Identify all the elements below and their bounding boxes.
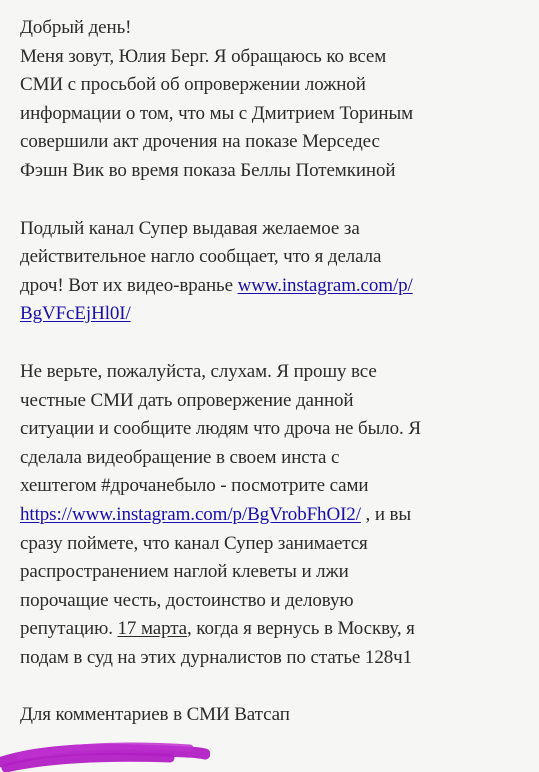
paragraph-gap [20, 329, 525, 358]
paragraph-gap [20, 186, 525, 215]
intro-line: Фэшн Вик во время показа Беллы Потемкиной [20, 159, 396, 181]
request-line: подам в суд на этих дурналистов по статье 128ч1 [20, 646, 412, 668]
intro-line: информации о том, что мы с Дмитрием Ториным [20, 102, 414, 124]
instagram-link-1-continued[interactable]: BgVFcEjHl0I/ [20, 303, 131, 325]
request-text: репутацию. [20, 618, 118, 640]
request-line: сразу поймете, что канал Супер занимается [20, 532, 368, 554]
redaction-scribble [0, 738, 210, 772]
request-line: честные СМИ дать опровержение данной [20, 389, 354, 411]
paragraph-intro [20, 43, 525, 186]
accusation-line [20, 300, 525, 329]
intro-line: СМИ с просьбой об опровержении ложной [20, 74, 366, 96]
request-line: Не верьте, пожалуйста, слухам. Я прошу все [20, 360, 377, 382]
paragraph-gap [20, 672, 525, 701]
greeting [20, 14, 525, 43]
request-text: , когда я вернусь в Москву, я [187, 618, 415, 640]
intro-line: совершили акт дрочения на показе Мерседес [20, 131, 380, 153]
intro-line: Меня зовут, Юлия Берг. Я обращаюсь ко всем [20, 45, 387, 67]
accusation-line [20, 272, 525, 301]
request-text: , и вы [360, 503, 412, 525]
greeting-text: Добрый день! [20, 17, 132, 38]
instagram-link-1[interactable]: www.instagram.com/p/ [237, 274, 413, 296]
accusation-line: действительное нагло сообщает, что я делала [20, 246, 382, 268]
contact-line: Для комментариев в СМИ Ватсап [20, 704, 290, 726]
request-line: ситуации и сообщите людям что дроча не было. Я [20, 418, 421, 440]
email-body [20, 14, 525, 730]
request-line: хештегом #дрочанебыло - посмотрите сами [20, 475, 369, 497]
accusation-text: дроч! Вот их видео-вранье [20, 274, 238, 296]
paragraph-contact [20, 701, 525, 730]
request-line [20, 501, 525, 530]
date-text: 17 марта [117, 618, 187, 640]
accusation-line: Подлый канал Супер выдавая желаемое за [20, 217, 360, 239]
request-line: распространением наглой клеветы и лжи [20, 561, 349, 583]
instagram-link-2[interactable]: https://www.instagram.com/p/BgVrobFhOI2/ [20, 503, 361, 525]
request-line: сделала видеобращение в своем инста с [20, 446, 340, 468]
request-line: порочащие честь, достоинство и деловую [20, 589, 354, 611]
request-line [20, 615, 525, 644]
paragraph-request [20, 358, 525, 673]
paragraph-accusation [20, 215, 525, 329]
